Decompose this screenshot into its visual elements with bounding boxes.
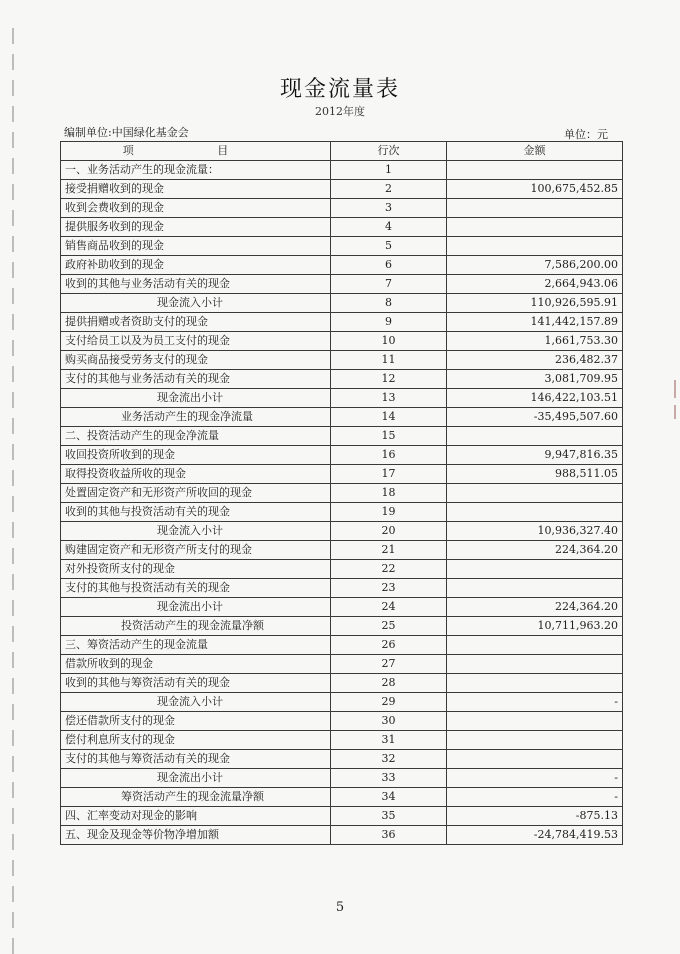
table-row <box>61 313 623 332</box>
row-amount <box>447 655 623 674</box>
row-amount <box>447 560 623 579</box>
row-number: 12 <box>331 370 447 389</box>
row-amount <box>447 674 623 693</box>
row-item: 一、业务活动产生的现金流量： <box>61 161 331 180</box>
binding-mark <box>12 444 14 460</box>
table-row <box>61 351 623 370</box>
row-number: 27 <box>331 655 447 674</box>
row-number: 20 <box>331 522 447 541</box>
binding-mark <box>12 54 14 70</box>
binding-mark <box>12 600 14 616</box>
binding-mark <box>12 574 14 590</box>
row-amount: 236,482.37 <box>447 351 623 370</box>
row-amount: 224,364.20 <box>447 541 623 560</box>
row-number: 9 <box>331 313 447 332</box>
row-number: 34 <box>331 788 447 807</box>
row-amount: 3,081,709.95 <box>447 370 623 389</box>
row-number: 17 <box>331 465 447 484</box>
binding-mark <box>12 28 14 44</box>
row-number: 11 <box>331 351 447 370</box>
binding-mark <box>12 730 14 746</box>
row-item: 处置固定资产和无形资产所收回的现金 <box>61 484 331 503</box>
row-number: 33 <box>331 769 447 788</box>
binding-mark <box>12 834 14 850</box>
header-item: 项 目 <box>61 142 331 161</box>
binding-mark <box>12 470 14 486</box>
row-number: 32 <box>331 750 447 769</box>
binding-mark <box>12 678 14 694</box>
binding-mark <box>12 288 14 304</box>
row-number: 2 <box>331 180 447 199</box>
row-amount: 10,936,327.40 <box>447 522 623 541</box>
row-number: 23 <box>331 579 447 598</box>
binding-mark <box>12 652 14 668</box>
row-amount: 10,711,963.20 <box>447 617 623 636</box>
row-item: 借款所收到的现金 <box>61 655 331 674</box>
table-row <box>61 237 623 256</box>
row-item: 筹资活动产生的现金流量净额 <box>61 788 331 807</box>
row-item: 业务活动产生的现金净流量 <box>61 408 331 427</box>
binding-mark <box>12 340 14 356</box>
row-amount: 100,675,452.85 <box>447 180 623 199</box>
row-amount <box>447 731 623 750</box>
binding-mark <box>12 808 14 824</box>
row-number: 26 <box>331 636 447 655</box>
table-row <box>61 826 623 845</box>
table-row <box>61 446 623 465</box>
row-number: 15 <box>331 427 447 446</box>
row-item: 政府补助收到的现金 <box>61 256 331 275</box>
row-item: 对外投资所支付的现金 <box>61 560 331 579</box>
table-row <box>61 674 623 693</box>
row-item: 五、现金及现金等价物净增加额 <box>61 826 331 845</box>
table-row <box>61 294 623 313</box>
row-item: 现金流入小计 <box>61 294 331 313</box>
row-item: 现金流入小计 <box>61 522 331 541</box>
row-number: 18 <box>331 484 447 503</box>
row-number: 4 <box>331 218 447 237</box>
row-number: 28 <box>331 674 447 693</box>
row-item: 支付的其他与筹资活动有关的现金 <box>61 750 331 769</box>
table-row <box>61 541 623 560</box>
binding-mark <box>12 262 14 278</box>
row-item: 四、汇率变动对现金的影响 <box>61 807 331 826</box>
table-row <box>61 484 623 503</box>
table-row <box>61 503 623 522</box>
row-item: 支付的其他与投资活动有关的现金 <box>61 579 331 598</box>
table-row <box>61 807 623 826</box>
table-row <box>61 788 623 807</box>
row-item: 收到的其他与业务活动有关的现金 <box>61 275 331 294</box>
table-row <box>61 598 623 617</box>
table-row <box>61 332 623 351</box>
row-amount: 7,586,200.00 <box>447 256 623 275</box>
table-row <box>61 750 623 769</box>
row-amount <box>447 503 623 522</box>
row-item: 收回投资所收到的现金 <box>61 446 331 465</box>
table-row <box>61 465 623 484</box>
row-item: 提供捐赠或者资助支付的现金 <box>61 313 331 332</box>
row-item: 支付的其他与业务活动有关的现金 <box>61 370 331 389</box>
row-number: 19 <box>331 503 447 522</box>
row-amount: - <box>447 693 623 712</box>
binding-mark <box>12 236 14 252</box>
table-row <box>61 389 623 408</box>
row-number: 7 <box>331 275 447 294</box>
row-item: 偿还借款所支付的现金 <box>61 712 331 731</box>
row-amount <box>447 161 623 180</box>
row-item: 提供服务收到的现金 <box>61 218 331 237</box>
binding-mark <box>12 548 14 564</box>
row-number: 8 <box>331 294 447 313</box>
table-row <box>61 275 623 294</box>
binding-mark <box>12 184 14 200</box>
row-amount: -24,784,419.53 <box>447 826 623 845</box>
binding-margin <box>0 0 26 942</box>
edge-mark <box>674 380 676 398</box>
row-number: 31 <box>331 731 447 750</box>
table-row <box>61 199 623 218</box>
row-amount <box>447 579 623 598</box>
row-amount <box>447 237 623 256</box>
binding-mark <box>12 704 14 720</box>
header-amount: 金额 <box>447 142 623 161</box>
row-item: 销售商品收到的现金 <box>61 237 331 256</box>
row-item: 收到的其他与筹资活动有关的现金 <box>61 674 331 693</box>
row-item: 收到的其他与投资活动有关的现金 <box>61 503 331 522</box>
unit-label: 单位：元 <box>564 128 608 141</box>
row-amount: 9,947,816.35 <box>447 446 623 465</box>
row-amount: 110,926,595.91 <box>447 294 623 313</box>
row-amount: 1,661,753.30 <box>447 332 623 351</box>
binding-mark <box>12 522 14 538</box>
row-number: 16 <box>331 446 447 465</box>
table-row <box>61 579 623 598</box>
row-number: 13 <box>331 389 447 408</box>
row-number: 30 <box>331 712 447 731</box>
binding-mark <box>12 756 14 772</box>
row-number: 29 <box>331 693 447 712</box>
page-title: 现金流量表 <box>279 77 400 102</box>
table-row <box>61 256 623 275</box>
binding-mark <box>12 496 14 512</box>
edge-mark <box>674 405 676 419</box>
binding-mark <box>12 782 14 798</box>
table-row <box>61 408 623 427</box>
row-item: 支付给员工以及为员工支付的现金 <box>61 332 331 351</box>
table-row <box>61 218 623 237</box>
row-item: 二、投资活动产生的现金净流量 <box>61 427 331 446</box>
table-row <box>61 161 623 180</box>
binding-mark <box>12 132 14 148</box>
row-item: 购买商品接受劳务支付的现金 <box>61 351 331 370</box>
binding-mark <box>12 418 14 434</box>
row-amount: -875.13 <box>447 807 623 826</box>
row-amount <box>447 484 623 503</box>
row-number: 24 <box>331 598 447 617</box>
row-item: 现金流出小计 <box>61 389 331 408</box>
table-row <box>61 731 623 750</box>
table-row <box>61 712 623 731</box>
table-row <box>61 769 623 788</box>
row-amount <box>447 427 623 446</box>
row-number: 14 <box>331 408 447 427</box>
row-item: 三、筹资活动产生的现金流量 <box>61 636 331 655</box>
table-row <box>61 617 623 636</box>
row-amount: 224,364.20 <box>447 598 623 617</box>
row-amount <box>447 199 623 218</box>
row-item: 投资活动产生的现金流量净额 <box>61 617 331 636</box>
row-number: 1 <box>331 161 447 180</box>
row-number: 36 <box>331 826 447 845</box>
row-amount <box>447 636 623 655</box>
table-row <box>61 693 623 712</box>
row-item: 现金流出小计 <box>61 598 331 617</box>
table-row <box>61 522 623 541</box>
binding-mark <box>12 366 14 382</box>
cash-flow-table <box>60 141 623 845</box>
header-row <box>61 142 623 161</box>
row-amount <box>447 750 623 769</box>
table-row <box>61 370 623 389</box>
row-item: 偿付利息所支付的现金 <box>61 731 331 750</box>
report-year: 2012年度 <box>315 105 365 118</box>
row-amount: 141,442,157.89 <box>447 313 623 332</box>
row-amount <box>447 712 623 731</box>
page-number: 5 <box>335 900 345 915</box>
row-item: 购建固定资产和无形资产所支付的现金 <box>61 541 331 560</box>
table-row <box>61 427 623 446</box>
row-amount: - <box>447 769 623 788</box>
binding-mark <box>12 158 14 174</box>
binding-mark <box>12 626 14 642</box>
row-amount: 988,511.05 <box>447 465 623 484</box>
row-item: 收到会费收到的现金 <box>61 199 331 218</box>
binding-mark <box>12 392 14 408</box>
row-number: 35 <box>331 807 447 826</box>
org-label: 编制单位:中国绿化基金会 <box>64 126 189 139</box>
row-amount: - <box>447 788 623 807</box>
row-number: 22 <box>331 560 447 579</box>
table-row <box>61 636 623 655</box>
row-number: 10 <box>331 332 447 351</box>
binding-mark <box>12 938 14 954</box>
row-amount: 146,422,103.51 <box>447 389 623 408</box>
row-number: 6 <box>331 256 447 275</box>
row-amount: -35,495,507.60 <box>447 408 623 427</box>
row-number: 5 <box>331 237 447 256</box>
row-item: 现金流出小计 <box>61 769 331 788</box>
row-number: 21 <box>331 541 447 560</box>
row-amount: 2,664,943.06 <box>447 275 623 294</box>
row-number: 3 <box>331 199 447 218</box>
table-row <box>61 655 623 674</box>
binding-mark <box>12 860 14 876</box>
row-item: 接受捐赠收到的现金 <box>61 180 331 199</box>
row-item: 现金流入小计 <box>61 693 331 712</box>
table-row <box>61 180 623 199</box>
row-amount <box>447 218 623 237</box>
binding-mark <box>12 210 14 226</box>
row-number: 25 <box>331 617 447 636</box>
binding-mark <box>12 314 14 330</box>
table-row <box>61 560 623 579</box>
row-item: 取得投资收益所收的现金 <box>61 465 331 484</box>
header-row-number: 行次 <box>331 142 447 161</box>
